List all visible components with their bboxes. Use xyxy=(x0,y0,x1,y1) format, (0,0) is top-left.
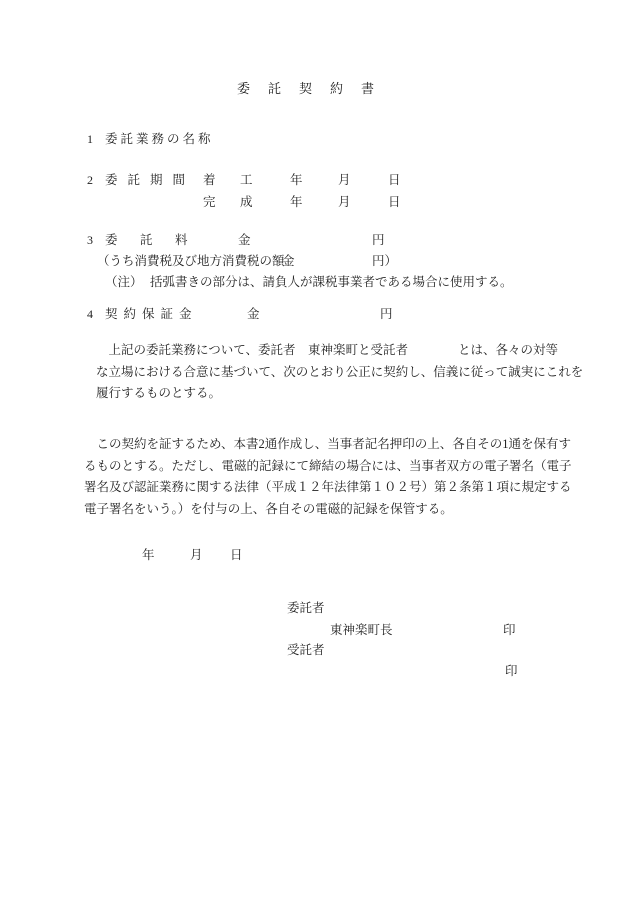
trustee-label: 受託者 xyxy=(287,643,325,657)
completion-label: 完 xyxy=(203,195,216,209)
start-label: 着 xyxy=(203,173,216,187)
item3-amount-unit: 円 xyxy=(372,233,385,247)
completion-month-label: 月 xyxy=(338,195,351,209)
completion-year-label: 年 xyxy=(290,195,303,209)
agreement-paragraph-line2: な立場における合意に基づいて、次のとおり公正に契約し、信義に従って誠実にこれを xyxy=(96,365,584,379)
item3-tax-unit: 円） xyxy=(372,254,398,268)
start-month-label: 月 xyxy=(338,173,351,187)
execution-paragraph-line4: 電子署名をいう。）を付与の上、各自その電磁的記録を保管する。 xyxy=(84,502,453,516)
item3-amount-prefix: 金 xyxy=(238,233,251,247)
item3-tax-line: （うち消費税及び地方消費税の額 xyxy=(97,254,285,268)
agreement-paragraph-line1: 上記の委託業務について、委託者 東神楽町と受託者 とは、各々の対等 xyxy=(96,343,559,357)
completion-label-2: 成 xyxy=(240,195,253,209)
item3-note-text: 括弧書きの部分は、請負人が課税事業者である場合に使用する。 xyxy=(150,275,513,289)
execution-paragraph-line1: この契約を証するため、本書2通作成し、当事者記名押印の上、各自その1通を保有す xyxy=(84,437,572,451)
consignor-title: 東神楽町長 xyxy=(330,623,393,637)
agreement-paragraph-line3: 履行するものとする。 xyxy=(96,386,222,400)
start-day-label: 日 xyxy=(388,173,401,187)
execution-paragraph-line2: るものとする。ただし、電磁的記録にて締結の場合には、当事者双方の電子署名（電子 xyxy=(84,459,572,473)
item3-label: 委託料 xyxy=(105,233,211,247)
item4-amount-unit: 円 xyxy=(380,307,393,321)
item3-note-label: （注） xyxy=(105,275,143,289)
start-year-label: 年 xyxy=(290,173,303,187)
date-month-label: 月 xyxy=(190,548,203,562)
execution-paragraph-line3: 署名及び認証業務に関する法律（平成１２年法律第１０２号）第２条第１項に規定する xyxy=(84,480,572,494)
item2-label: 委託期間 xyxy=(105,173,196,187)
date-day-label: 日 xyxy=(230,548,243,562)
start-label-2: 工 xyxy=(240,173,253,187)
item4-number: 4 xyxy=(87,307,93,321)
trustee-seal-mark: 印 xyxy=(505,664,518,678)
completion-day-label: 日 xyxy=(388,195,401,209)
item3-number: 3 xyxy=(87,233,93,247)
item1-number: 1 xyxy=(87,132,93,146)
consignor-label: 委託者 xyxy=(287,601,325,615)
item4-amount-prefix: 金 xyxy=(247,307,260,321)
consignor-seal-mark: 印 xyxy=(503,623,516,637)
item1-label: 委託業務の名称 xyxy=(105,132,214,146)
date-year-label: 年 xyxy=(142,548,155,562)
item3-tax-prefix: 金 xyxy=(282,254,295,268)
item2-number: 2 xyxy=(87,173,93,187)
document-title: 委託契約書 xyxy=(237,81,393,96)
item4-label: 契約保証金 xyxy=(105,307,198,321)
